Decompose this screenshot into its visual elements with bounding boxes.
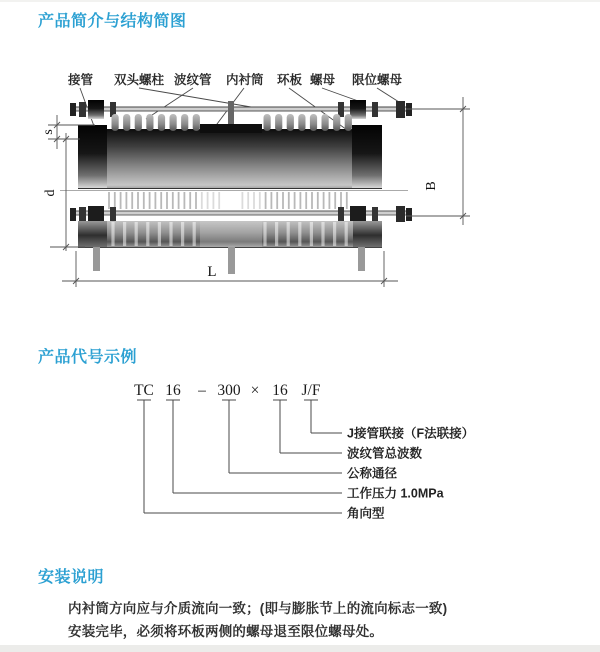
code-part-waves: 16 [272, 382, 288, 399]
part-label-nut: 螺母 [310, 73, 336, 87]
bellows-fins-reflection [109, 192, 347, 209]
part-label-bellows: 波纹管 [174, 73, 212, 87]
code-part-dash: – [198, 382, 206, 399]
bellows-ribs-right [264, 114, 352, 131]
callout-connection: J接管联接（F法联接） [347, 426, 475, 441]
joint-body-lower [70, 192, 412, 274]
install-note-2: 安装完毕，必须将环板两侧的螺母退至限位螺母处。 [68, 624, 384, 639]
install-note-1: 内衬筒方向应与介质流向一致；(即与膨胀节上的流向标志一致) [68, 601, 448, 616]
section-title-install: 安装说明 [38, 569, 105, 586]
hanging-stud-center [228, 247, 235, 274]
callout-pressure: 工作压力 1.0MPa [347, 486, 444, 501]
left-ring-plate [78, 125, 107, 188]
code-part-type: TC [134, 382, 154, 399]
code-part-times: × [250, 382, 260, 399]
structure-diagram [0, 55, 600, 305]
dim-label-s: s [41, 129, 56, 135]
dim-label-B: B [424, 181, 439, 191]
part-label-ring-plate: 环板 [277, 73, 303, 87]
section-title-code: 产品代号示例 [38, 349, 138, 366]
callout-diameter: 公称通径 [347, 466, 398, 481]
part-label-limit-nut: 限位螺母 [352, 73, 403, 87]
dim-label-L: L [207, 264, 217, 280]
bellows-shell [107, 129, 355, 188]
code-callout-lines [137, 400, 342, 513]
page-bottom-edge [0, 645, 600, 652]
hanging-stud-right [358, 247, 365, 271]
callout-waves: 波纹管总波数 [347, 446, 423, 461]
code-part-connection: J/F [301, 382, 321, 399]
part-label-stud: 双头螺柱 [114, 73, 165, 87]
part-label-liner: 内衬筒 [226, 73, 264, 87]
center-collar [200, 124, 262, 133]
hanging-stud-left [93, 247, 100, 271]
callout-type: 角向型 [347, 506, 385, 521]
code-part-pressure: 16 [165, 382, 181, 399]
bellows-ribs-left [112, 114, 200, 131]
section-title-intro: 产品简介与结构简图 [38, 13, 187, 30]
right-ring-plate [352, 125, 382, 188]
part-label-pipe-stub: 接管 [68, 73, 94, 87]
dim-label-d: d [43, 189, 58, 197]
code-part-diameter: 300 [217, 382, 241, 399]
joint-body-upper [78, 114, 382, 189]
page-top-edge [0, 0, 600, 2]
product-code-diagram [0, 372, 600, 537]
dimension-B [406, 97, 470, 225]
